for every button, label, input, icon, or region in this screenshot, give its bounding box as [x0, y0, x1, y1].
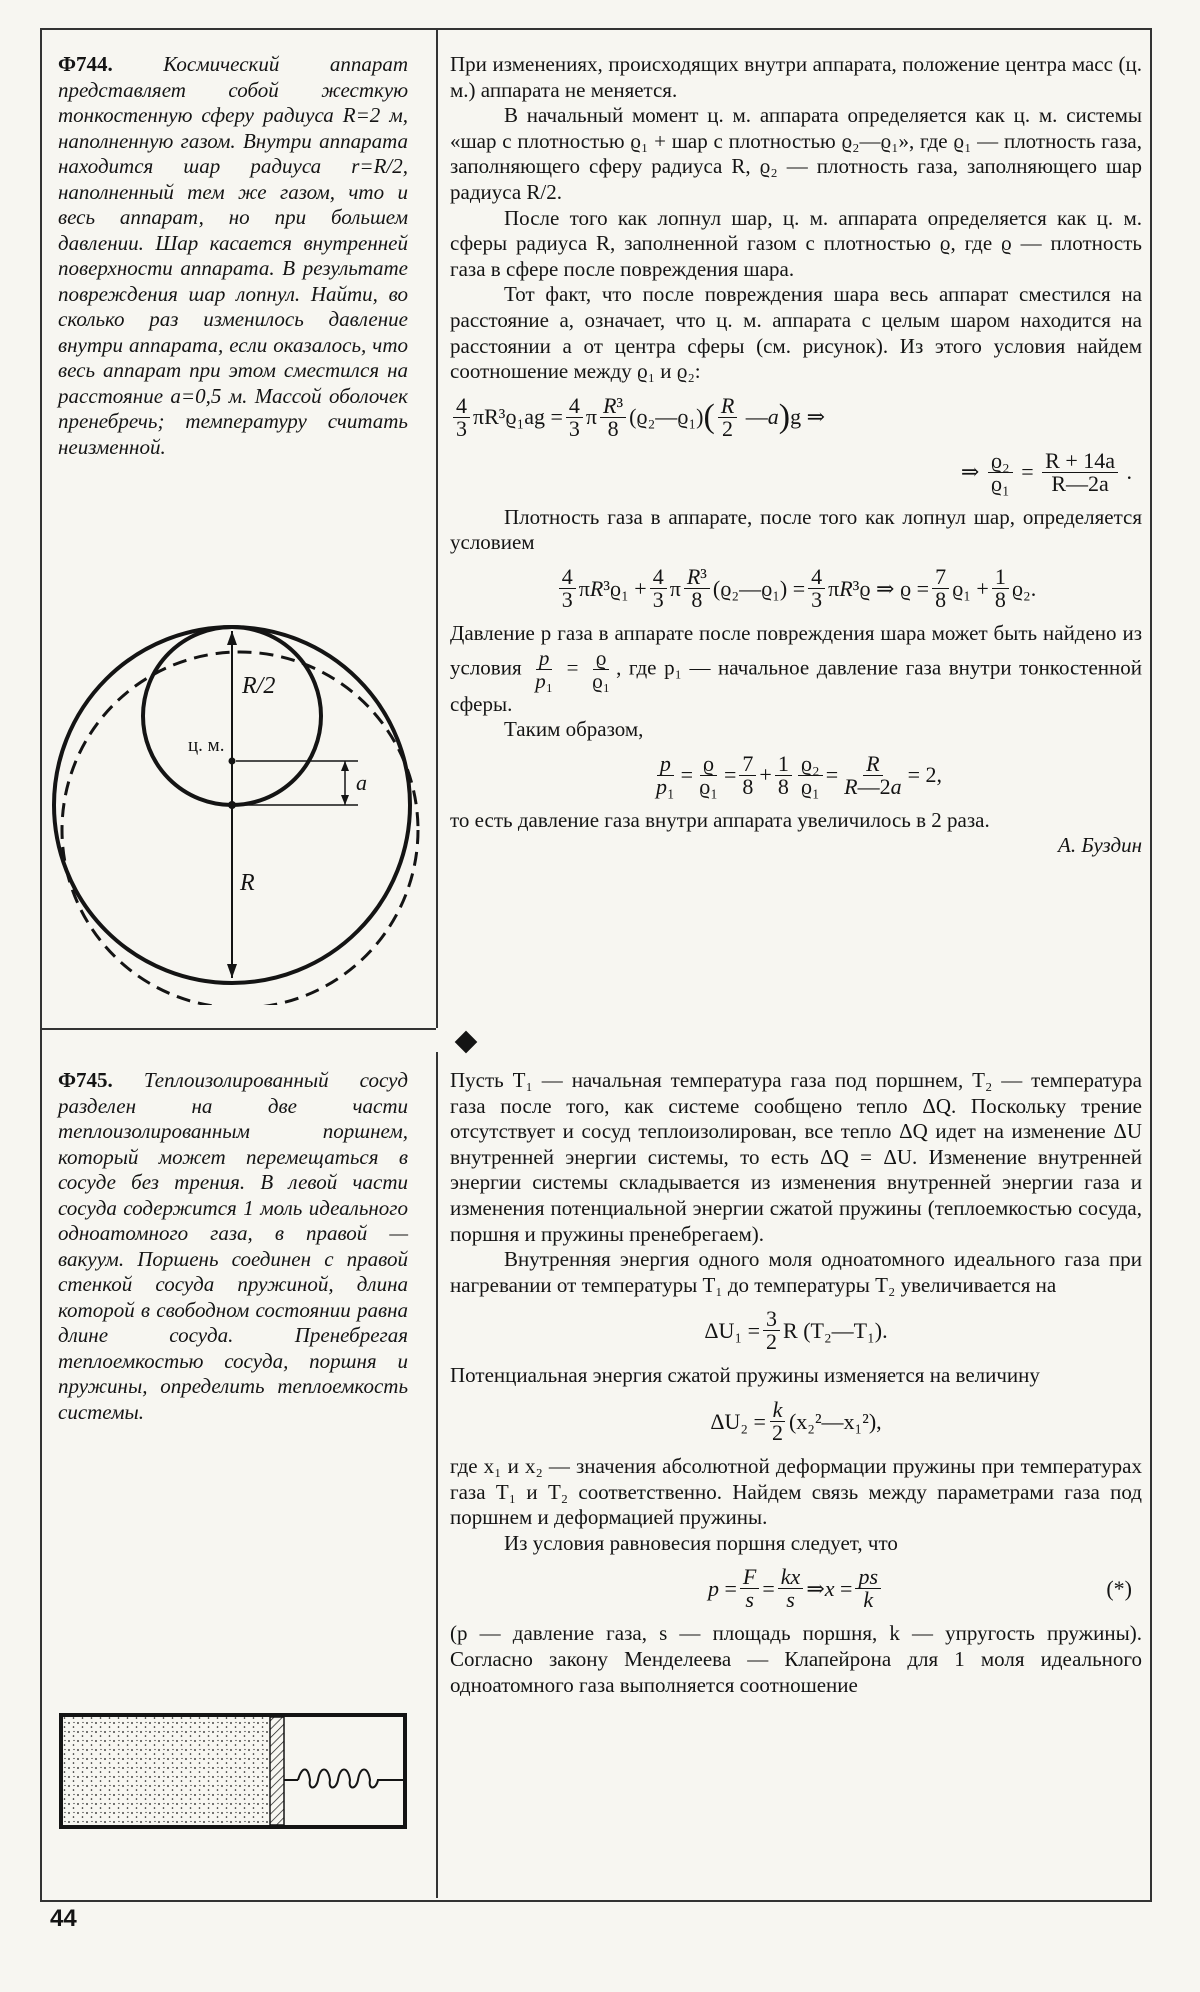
solution-745-p3: Потенциальная энергия сжатой пружины изменяется на величину — [450, 1363, 1040, 1388]
label-R: R — [240, 870, 255, 896]
problem-745-number: Ф745. — [58, 1068, 113, 1092]
sphere-figure — [40, 585, 436, 1005]
column-divider-top — [436, 28, 438, 1028]
author-signature: А. Буздин — [1058, 833, 1142, 858]
equation-pressure-ratio: $\frac{p}{\text{p₁}}$ = $\frac{ϱ}{\text{ϱ₁}}$ = $\frac{7}{8}$ + $\frac{1}{8}$ $\frac{\text{ϱ₂}}{\text{ϱ₁}}$ = $\frac{R}{R—2a}$ = 2, — [656, 750, 942, 799]
solution-744-p8: то есть давление газа внутри аппарата увеличилось в 2 раза. — [450, 807, 990, 832]
problem-744-number: Ф744. — [58, 52, 113, 76]
solution-744-p3: После того как лопнул шар, ц. м. аппарата определяется как ц. м. сферы радиуса R, заполненной газом с плотностью ϱ, где ϱ — плотность газа в сфере после повреждения шара. — [450, 205, 1142, 281]
equation-center-of-mass: $\frac{4}{3}$ πR³ϱ₁ag = $\frac{4}{3}$ π $\frac{\text{R³}}{8}$ (ϱ₂—ϱ₁) ( $\frac{R}{2}$ — a ) g ⇒ — [450, 395, 1142, 440]
problem-744-statement — [58, 52, 408, 460]
solution-744-p1: При изменениях, происходящих внутри аппарата, положение центра масс (ц. м.) аппарата не меняется. — [450, 52, 1142, 102]
gas-region — [63, 1717, 270, 1825]
solution-744-p6: Давление p газа в аппарате после повреждения шара может быть найдено из условия $\frac{p}{\text{p₁}}$ = $\frac{ϱ}{\text{ϱ₁}}$ , где p₁ — начальное давление газа внутри тонкостенной сферы. — [450, 620, 1142, 716]
spring — [298, 1770, 403, 1788]
problem-separator — [40, 1028, 436, 1030]
equation-delta-u1: ΔU₁ = $\frac{3}{2}$ R (T₂—T₁). — [704, 1306, 888, 1355]
equation-star-label: (*) — [1106, 1576, 1132, 1602]
label-a: a — [356, 770, 367, 795]
solution-745-p2: Внутренняя энергия одного моля одноатомного идеального газа при нагревании от температуры T₁ до температуры T₂ увеличивается на — [450, 1247, 1142, 1297]
solution-744-p5: Плотность газа в аппарате, после того как лопнул шар, определяется условием — [450, 504, 1142, 555]
solution-745-p4: где x₁ и x₂ — значения абсолютной деформации пружины при температурах газа T₁ и T₂ соответственно. Найдем связь между параметрами газа под поршнем и деформацией пружины. — [450, 1453, 1142, 1530]
label-cm: ц. м. — [188, 735, 225, 756]
equation-delta-u2: ΔU₂ = $\frac{k}{2}$ (x₂²—x₁²), — [710, 1396, 882, 1445]
problem-745-statement — [58, 1068, 408, 1425]
equation-final-density: $\frac{4}{3}$ π R ³ϱ₁ + $\frac{4}{3}$ π $\frac{\text{R³}}{8}$ (ϱ₂—ϱ₁) = $\frac{4}{3}$ π R ³ϱ ⇒ ϱ = $\frac{7}{8}$ ϱ₁ + $\frac{1}{8}$ ϱ₂. — [450, 566, 1142, 611]
solution-745-p1: Пусть T₁ — начальная температура газа под поршнем, T₂ — температура газа после того, как системе сообщено тепло ΔQ. Поскольку трение отсутствует и сосуд теплоизолирован, все тепло ΔQ идет на изменение ΔU внутренней энергии системы, то есть ΔQ = ΔU. Изменение внутренней энергии системы складывается из изменения внутренней энергии газа и изменения потенциальной энергии сжатой пружины (теплоемкостью сосуда, поршня и пружины пренебрегаем). — [450, 1068, 1142, 1246]
solution-745-p6: (p — давление газа, s — площадь поршня, k — упругость пружины). Согласно закону Менделеева — Клапейрона для 1 моля идеального одноатомного газа выполняется соотношение — [450, 1621, 1142, 1697]
problem-744-solution — [450, 52, 1142, 859]
solution-744-p7: Таким образом, — [504, 717, 644, 742]
vessel-figure — [58, 1712, 408, 1832]
piston — [270, 1717, 284, 1825]
equation-piston-equilibrium: p = $\frac{F}{s}$ = $\frac{kx}{s}$ ⇒ x = $\frac{ps}{k}$ (*) — [707, 1564, 1132, 1613]
displaced-sphere-dashed — [62, 652, 418, 1005]
problem-745-solution — [450, 1068, 1142, 1698]
solution-744-p4: Тот факт, что после повреждения шара весь аппарат сместился на расстояние a, означает, что ц. м. аппарата с целым шаром находится на расстоянии a от центра сферы (см. рисунок). Из этого условия найдем соотношение между ϱ₁ и ϱ₂: — [450, 282, 1142, 384]
solution-745-p5: Из условия равновесия поршня следует, что — [504, 1530, 898, 1555]
label-r-half: R/2 — [242, 673, 276, 699]
equation-density-ratio: ⇒ $\frac{\text{ϱ₂}}{\text{ϱ₁}}$ = $\frac{R + 14a}{R—2a}$ . — [960, 447, 1132, 496]
solution-744-p2: В начальный момент ц. м. аппарата определяется как ц. м. системы «шар с плотностью ϱ₁ + шар с плотностью ϱ₂—ϱ₁», где ϱ₁ — плотность газа, заполняющего сферу радиуса R, ϱ₂ — плотность газа, заполняющего шар радиуса R/2. — [450, 103, 1142, 204]
problem-744-text: Космический аппарат представляет собой жесткую тонкостенную сферу радиуса R=2 м, наполненную газом. Внутри аппарата находится шар радиуса r=R/2, наполненный тем же газом, что и весь аппарат, но при большем давлении. Шар касается внутренней поверхности аппарата. В результате повреждения шар лопнул. Найти, во сколько раз изменилось давление внутри аппарата, если оказалось, что весь аппарат при этом сместился на расстояние a=0,5 м. Массой оболочек пренебречь; температуру считать неизменной. — [58, 52, 408, 459]
page-number: 44 — [50, 1905, 77, 1932]
column-divider-bottom — [436, 1052, 438, 1898]
problem-745-text: Теплоизолированный сосуд разделен на две части теплоизолированным поршнем, который может перемещаться в сосуде без трения. В левой части сосуда содержится 1 моль идеального одноатомного газа, в правой — вакуум. Поршень соединен с правой стенкой сосуда пружиной, длина которой в свободном состоянии равна длине сосуда. Пренебрегая теплоемкостью сосуда, поршня и пружины, определить теплоемкость системы. — [58, 1068, 409, 1424]
